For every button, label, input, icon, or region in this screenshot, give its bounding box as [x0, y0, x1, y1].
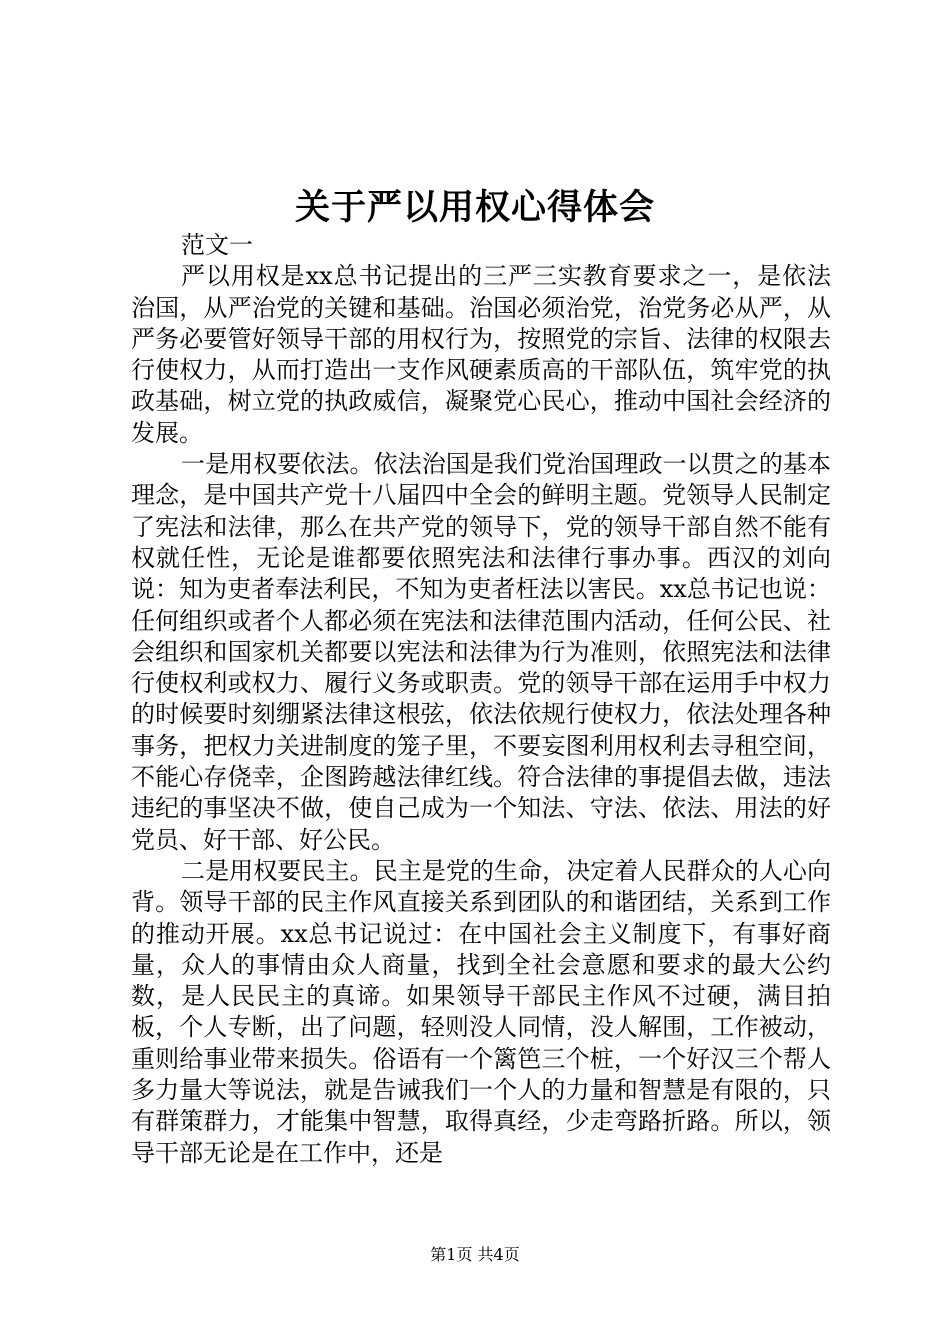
section-heading: 范文一	[181, 231, 253, 259]
paragraph: 二是用权要民主。民主是党的生命，决定着人民群众的人心向背。领导干部的民主作风直接关系到团队的和谐团结，关系到工作的推动开展。xx总书记说过：在中国社会主义制度下，有事好商量，众人的事情由众人商量，找到全社会意愿和要求的最大公约数，是人民民主的真谛。如果领导干部民主作风不过硬，满目拍板，个人专断，出了问题，轻则没人同情，没人解围，工作被动，重则给事业带来损失。俗语有一个篱笆三个桩，一个好汉三个帮人多力量大等说法，就是告诫我们一个人的力量和智慧是有限的，只有群策群力，才能集中智慧，取得真经，少走弯路折路。所以，领导干部无论是在工作中，还是	[131, 856, 831, 1167]
document-body	[131, 230, 831, 1169]
document-title: 关于严以用权心得体会	[294, 188, 655, 228]
paragraph: 严以用权是xx总书记提出的三严三实教育要求之一，是依法治国，从严治党的关键和基础。治国必须治党，治党务必从严，从严务必要管好领导干部的用权行为，按照党的宗旨、法律的权限去行使权力，从而打造出一支作风硬素质高的干部队伍，筑牢党的执政基础，树立党的执政威信，凝聚党心民心，推动中国社会经济的发展。	[131, 262, 831, 447]
page-number-footer: 第1页 共4页	[430, 1245, 520, 1264]
paragraph: 一是用权要依法。依法治国是我们党治国理政一以贯之的基本理念，是中国共产党十八届四中全会的鲜明主题。党领导人民制定了宪法和法律，那么在共产党的领导下，党的领导干部自然不能有权就任性，无论是谁都要依照宪法和法律行事办事。西汉的刘向说：知为吏者奉法利民，不知为吏者枉法以害民。xx总书记也说：任何组织或者个人都必须在宪法和法律范围内活动，任何公民、社会组织和国家机关都要以宪法和法律为行为准则，依照宪法和法律行使权利或权力、履行义务或职责。党的领导干部在运用手中权力的时候要时刻绷紧法律这根弦，依法依规行使权力，依法处理各种事务，把权力关进制度的笼子里，不要妄图利用权利去寻租空间，不能心存侥幸，企图跨越法律红线。符合法律的事提倡去做，违法违纪的事坚决不做，使自己成为一个知法、守法、依法、用法的好党员、好干部、好公民。	[131, 450, 831, 854]
